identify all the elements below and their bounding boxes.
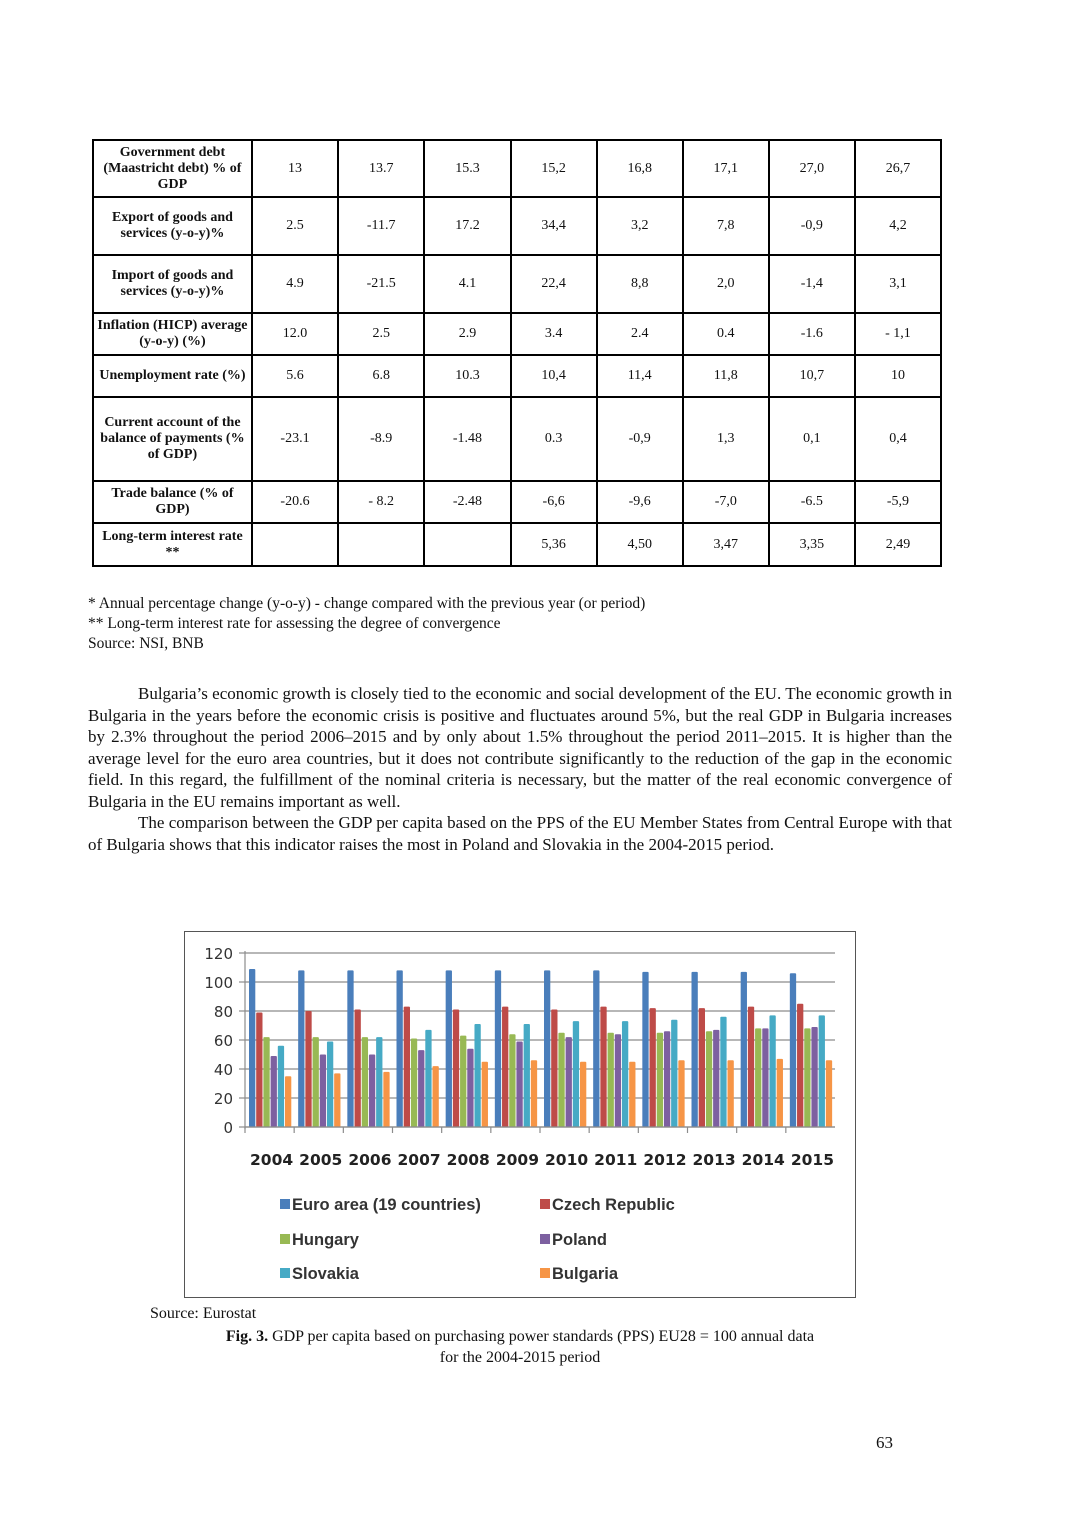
table-cell: 4,50	[597, 523, 683, 566]
table-cell: 0.3	[511, 397, 597, 481]
table-cell: 3,47	[683, 523, 769, 566]
table-cell: 10.3	[424, 355, 510, 397]
table-cell: 11,8	[683, 355, 769, 397]
table-cell: 1,3	[683, 397, 769, 481]
bar	[320, 1055, 326, 1128]
table-cell: 26,7	[855, 140, 941, 197]
table-cell: 13.7	[338, 140, 424, 197]
bar	[249, 969, 255, 1127]
table-cell: 2,0	[683, 255, 769, 313]
x-tick-label: 2015	[790, 1151, 834, 1169]
x-tick-label: 2013	[692, 1151, 736, 1169]
bar	[355, 1010, 361, 1127]
x-tick-label: 2005	[299, 1151, 343, 1169]
bar	[334, 1073, 340, 1127]
table-cell	[252, 523, 338, 566]
bar	[699, 1008, 705, 1127]
table-cell: -21.5	[338, 255, 424, 313]
table-cell: -11.7	[338, 197, 424, 255]
row-label: Export of goods and services (y-o-y)%	[93, 197, 252, 255]
bar	[495, 970, 501, 1127]
table-cell: - 8.2	[338, 481, 424, 523]
legend-swatch	[280, 1234, 290, 1244]
table-cell: -23.1	[252, 397, 338, 481]
bar	[580, 1062, 586, 1127]
table-cell: 4,2	[855, 197, 941, 255]
bar	[369, 1055, 375, 1128]
x-tick-label: 2014	[741, 1151, 785, 1169]
y-tick-label: 20	[213, 1090, 233, 1108]
bar	[305, 1011, 311, 1127]
x-tick-label: 2011	[594, 1151, 638, 1169]
table-cell	[424, 523, 510, 566]
bar	[256, 1012, 262, 1127]
table-cell: 12.0	[252, 313, 338, 355]
table-cell: 15,2	[511, 140, 597, 197]
x-tick-label: 2007	[397, 1151, 441, 1169]
table-cell: 15.3	[424, 140, 510, 197]
legend-label: Slovakia	[292, 1265, 359, 1283]
bar	[657, 1033, 663, 1127]
bar	[347, 970, 353, 1127]
bar	[804, 1028, 810, 1127]
y-tick-label: 80	[213, 1003, 233, 1021]
table-cell: 3,2	[597, 197, 683, 255]
bar	[600, 1007, 606, 1127]
table-cell: 10,4	[511, 355, 597, 397]
table-cell: -6,6	[511, 481, 597, 523]
table-cell: 2.5	[338, 313, 424, 355]
bar	[566, 1037, 572, 1127]
table-row	[93, 523, 941, 566]
legend-swatch	[540, 1199, 550, 1209]
legend-label: Euro area (19 countries)	[292, 1196, 481, 1214]
legend-swatch	[540, 1234, 550, 1244]
bar	[790, 973, 796, 1127]
bar	[278, 1046, 284, 1127]
table-row	[93, 397, 941, 481]
bar	[453, 1010, 459, 1127]
table-cell: 11,4	[597, 355, 683, 397]
bar	[298, 970, 304, 1127]
bar-chart-svg	[185, 932, 855, 1297]
bar	[558, 1033, 564, 1127]
bar	[629, 1062, 635, 1127]
table-cell: 8,8	[597, 255, 683, 313]
table-cell: 5.6	[252, 355, 338, 397]
legend-label: Poland	[552, 1231, 608, 1249]
table-notes	[88, 594, 645, 654]
bar	[593, 970, 599, 1127]
row-label: Import of goods and services (y-o-y)%	[93, 255, 252, 313]
bar	[777, 1059, 783, 1127]
table-cell: 2,49	[855, 523, 941, 566]
figure-label: Fig. 3.	[225, 1328, 269, 1345]
legend-swatch	[280, 1268, 290, 1278]
bar	[692, 972, 698, 1127]
paragraph-gdp-comparison: The comparison between the GDP per capita based on the PPS of the EU Member States from Central Europe with that of Bulgaria shows that this indicator raises the most in Poland and Slovakia in the 2004-2015 period.	[88, 813, 952, 854]
bar	[720, 1017, 726, 1127]
table-cell: 34,4	[511, 197, 597, 255]
legend-label: Czech Republic	[552, 1196, 675, 1214]
legend-label: Bulgaria	[552, 1265, 619, 1283]
table-cell: 13	[252, 140, 338, 197]
table-row	[93, 313, 941, 355]
table-cell: -0,9	[769, 197, 855, 255]
x-tick-label: 2006	[348, 1151, 392, 1169]
bar	[811, 1027, 817, 1127]
row-label: Inflation (HICP) average (y-o-y) (%)	[93, 313, 252, 355]
bar	[797, 1004, 803, 1127]
table-row	[93, 255, 941, 313]
table-cell: 22,4	[511, 255, 597, 313]
bar	[433, 1066, 439, 1127]
table-cell: -1,4	[769, 255, 855, 313]
row-label: Government debt (Maastricht debt) % of GDP	[93, 140, 252, 197]
x-tick-label: 2004	[250, 1151, 294, 1169]
table-cell: -1.6	[769, 313, 855, 355]
row-label: Trade balance (% of GDP)	[93, 481, 252, 523]
bar	[819, 1015, 825, 1127]
row-label: Unemployment rate (%)	[93, 355, 252, 397]
table-cell: 5,36	[511, 523, 597, 566]
table-cell: - 1,1	[855, 313, 941, 355]
table-cell: 2.9	[424, 313, 510, 355]
bar	[741, 972, 747, 1127]
x-tick-label: 2008	[446, 1151, 490, 1169]
table-cell: 16,8	[597, 140, 683, 197]
table-row	[93, 140, 941, 197]
bar	[383, 1072, 389, 1127]
gdp-pps-chart	[184, 931, 856, 1298]
table-cell: 3,35	[769, 523, 855, 566]
bar	[664, 1031, 670, 1127]
x-tick-label: 2012	[643, 1151, 687, 1169]
y-tick-label: 40	[213, 1061, 233, 1079]
bar	[615, 1034, 621, 1127]
bar	[678, 1060, 684, 1127]
bar	[271, 1056, 277, 1127]
bar	[418, 1050, 424, 1127]
bar	[411, 1039, 417, 1127]
y-tick-label: 120	[204, 945, 233, 963]
bar	[425, 1030, 431, 1127]
table-cell: 10,7	[769, 355, 855, 397]
y-tick-label: 0	[223, 1119, 233, 1137]
table-cell: -5,9	[855, 481, 941, 523]
bar	[509, 1034, 515, 1127]
figure-caption	[0, 1326, 1040, 1368]
table-source: Source: NSI, BNB	[88, 635, 204, 652]
bar	[327, 1041, 333, 1127]
row-label: Current account of the balance of payments (% of GDP)	[93, 397, 252, 481]
table-cell: 0,1	[769, 397, 855, 481]
table-cell: -20.6	[252, 481, 338, 523]
figure-caption-line1: GDP per capita based on purchasing power standards (PPS) EU28 = 100 annual data	[268, 1328, 815, 1345]
bar	[826, 1060, 832, 1127]
bar	[460, 1036, 466, 1127]
table-row	[93, 197, 941, 255]
table-cell: -6.5	[769, 481, 855, 523]
bar	[650, 1008, 656, 1127]
table-cell: 2.5	[252, 197, 338, 255]
bar	[362, 1037, 368, 1127]
economic-indicators-table	[92, 139, 942, 567]
figure-source: Source: Eurostat	[150, 1305, 257, 1322]
bar	[551, 1010, 557, 1127]
table-cell: 4.9	[252, 255, 338, 313]
bar	[446, 970, 452, 1127]
footnote-annual-change: * Annual percentage change (y-o-y) - change compared with the previous year (or period)	[88, 595, 646, 612]
paragraph-economic-growth: Bulgaria’s economic growth is closely tied to the economic and social development of the EU. The economic growth in Bulgaria in the years before the economic crisis is positive and fluctuates around 5%, but the real GDP in Bulgaria increases by 2.3% throughout the period 2006–2015 and by only about 1.5% throughout the period 2011–2015. It is higher than the average level for the euro area countries, but it does not contribute significantly to the reduction of the gap in the economic field. In this regard, the fulfillment of the nominal criteria is necessary, but the matter of the real economic convergence of Bulgaria in the EU remains important as well.	[88, 684, 952, 811]
bar	[474, 1024, 480, 1127]
bar	[748, 1007, 754, 1127]
table-cell: 7,8	[683, 197, 769, 255]
footnote-interest-rate: ** Long-term interest rate for assessing the degree of convergence	[88, 615, 501, 632]
table-cell: 2.4	[597, 313, 683, 355]
bar	[313, 1037, 319, 1127]
bar	[608, 1033, 614, 1127]
y-tick-label: 60	[213, 1032, 233, 1050]
bar	[376, 1037, 382, 1127]
legend-swatch	[540, 1268, 550, 1278]
bar	[642, 972, 648, 1127]
table-cell: 4.1	[424, 255, 510, 313]
table-cell: 3,1	[855, 255, 941, 313]
table-row	[93, 481, 941, 523]
x-tick-label: 2010	[545, 1151, 589, 1169]
row-label: Long-term interest rate **	[93, 523, 252, 566]
bar	[467, 1049, 473, 1127]
table-cell: -0,9	[597, 397, 683, 481]
table-cell: -2.48	[424, 481, 510, 523]
table-cell: 3.4	[511, 313, 597, 355]
table-cell: -9,6	[597, 481, 683, 523]
table-cell: 0,4	[855, 397, 941, 481]
bar	[544, 970, 550, 1127]
table-cell: -7,0	[683, 481, 769, 523]
bar	[285, 1076, 291, 1127]
bar	[755, 1028, 761, 1127]
x-tick-label: 2009	[495, 1151, 539, 1169]
table-cell: -8.9	[338, 397, 424, 481]
legend-swatch	[280, 1199, 290, 1209]
bar	[502, 1007, 508, 1127]
bar	[404, 1007, 410, 1127]
bar	[762, 1028, 768, 1127]
table-cell: -1.48	[424, 397, 510, 481]
bar	[397, 970, 403, 1127]
bar	[482, 1062, 488, 1127]
table-cell: 17,1	[683, 140, 769, 197]
table-row	[93, 355, 941, 397]
figure-caption-line2: for the 2004-2015 period	[439, 1349, 601, 1366]
bar	[706, 1031, 712, 1127]
table-cell: 0.4	[683, 313, 769, 355]
bar	[531, 1060, 537, 1127]
bar	[622, 1021, 628, 1127]
bar	[524, 1024, 530, 1127]
table-cell	[338, 523, 424, 566]
table-cell: 10	[855, 355, 941, 397]
y-tick-label: 100	[204, 974, 233, 992]
bar	[713, 1030, 719, 1127]
bar	[769, 1015, 775, 1127]
table-cell: 6.8	[338, 355, 424, 397]
legend-label: Hungary	[292, 1231, 359, 1249]
bar	[573, 1021, 579, 1127]
page-number: 63	[876, 1433, 893, 1452]
table-cell: 27,0	[769, 140, 855, 197]
bar	[263, 1037, 269, 1127]
table-cell: 17.2	[424, 197, 510, 255]
bar	[728, 1060, 734, 1127]
bar	[671, 1020, 677, 1127]
body-text	[88, 683, 952, 855]
bar	[516, 1041, 522, 1127]
